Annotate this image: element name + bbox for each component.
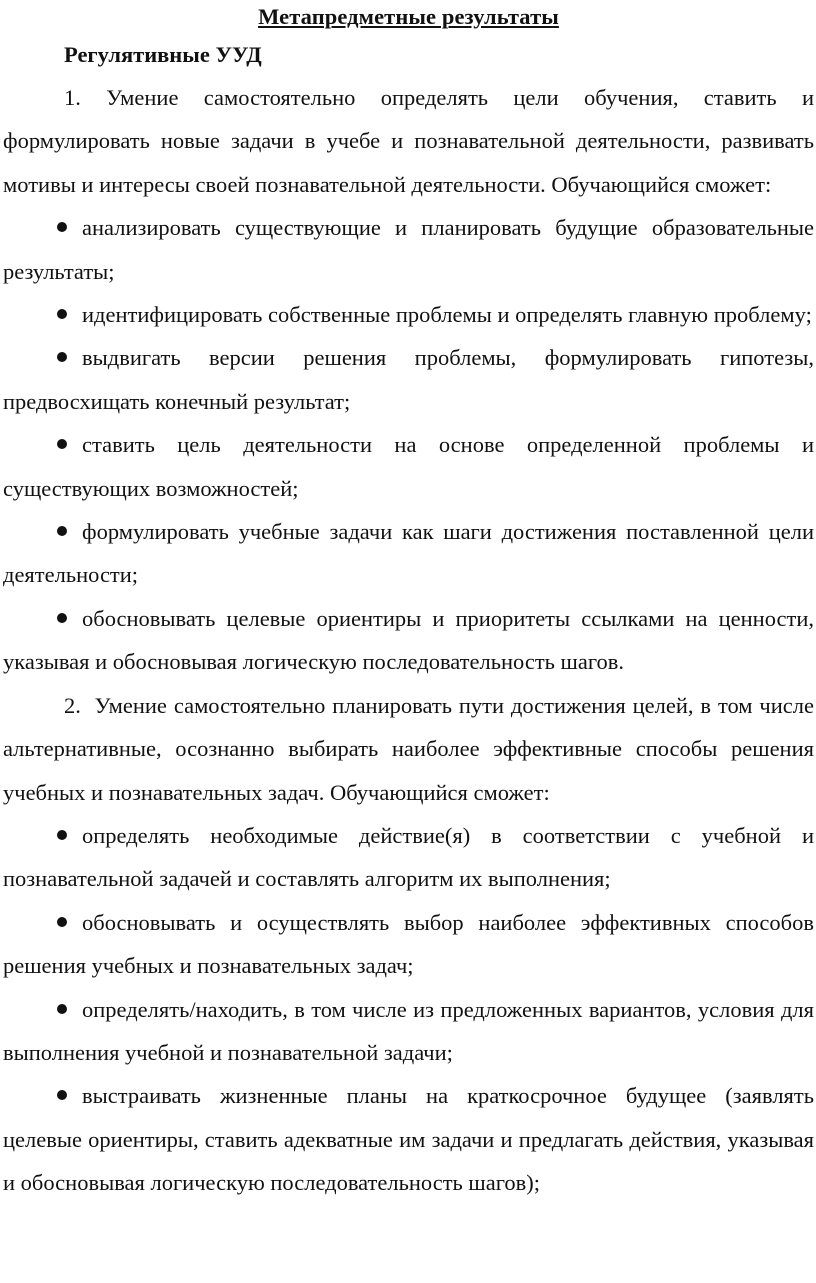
bullet-text: выдвигать версии решения проблемы, формулировать гипотезы, предвосхищать конечный результат; [3,345,814,414]
bullet-text: выстраивать жизненные планы на краткосрочное будущее (заявлять целевые ориентиры, ставить адекватные им задачи и предлагать действия, указывая и обосновывая логическую последовательность шагов); [3,1083,814,1196]
bullet-text: определять необходимые действие(я) в соответствии с учебной и познавательной задачей и составлять алгоритм их выполнения; [3,822,814,892]
bullet-item [3,814,814,901]
bullet-text: определять/находить, в том числе из предложенных вариантов, условия для выполнения учебной и познавательной задачи; [3,996,814,1065]
section-heading: Регулятивные УУД [64,42,262,67]
document-title: Метапредметные результаты [258,4,559,29]
item-text: Умение самостоятельно планировать пути достижения целей, в том числе альтернативные, осознанно выбирать наиболее эффективные способы решения учебных и познавательных задач. Обучающийся сможет: [3,692,814,805]
bullet-text: формулировать учебные задачи как шаги достижения поставленной цели деятельности; [3,519,814,588]
bullet-icon [57,830,67,840]
bullet-icon [57,613,67,623]
bullet-item [3,1074,814,1204]
bullet-icon [57,309,67,319]
item-number: 1. [64,85,81,110]
item-number: 2. [64,692,81,718]
numbered-item-1 [3,76,814,206]
bullet-text: анализировать существующие и планировать будущие образовательные результаты; [3,215,814,284]
bullet-icon [57,439,67,449]
bullet-item [3,206,814,293]
item-text: Умение самостоятельно определять цели обучения, ставить и формулировать новые задачи в учебе и познавательной деятельности, развивать мотивы и интересы своей познавательной деятельности. Обучающийся сможет: [3,85,814,197]
bullet-item [3,293,814,336]
bullet-icon [57,1004,67,1014]
bullet-icon [57,526,67,536]
bullet-icon [57,917,67,927]
bullet-item [3,597,814,684]
bullet-item [3,510,814,597]
bullet-text: обосновывать целевые ориентиры и приоритеты ссылками на ценности, указывая и обосновывая логическую последовательность шагов. [3,605,814,675]
bullet-icon [57,352,67,362]
numbered-item-2 [3,684,814,814]
bullet-item [3,988,814,1075]
bullet-item [3,423,814,510]
bullet-icon [57,1090,67,1100]
bullet-text: ставить цель деятельности на основе определенной проблемы и существующих возможностей; [3,432,814,501]
bullet-text: идентифицировать собственные проблемы и определять главную проблему; [82,302,812,328]
bullet-text: обосновывать и осуществлять выбор наиболее эффективных способов решения учебных и познавательных задач; [3,909,814,979]
bullet-item [3,336,814,423]
bullet-item [3,901,814,988]
bullet-icon [57,222,67,232]
